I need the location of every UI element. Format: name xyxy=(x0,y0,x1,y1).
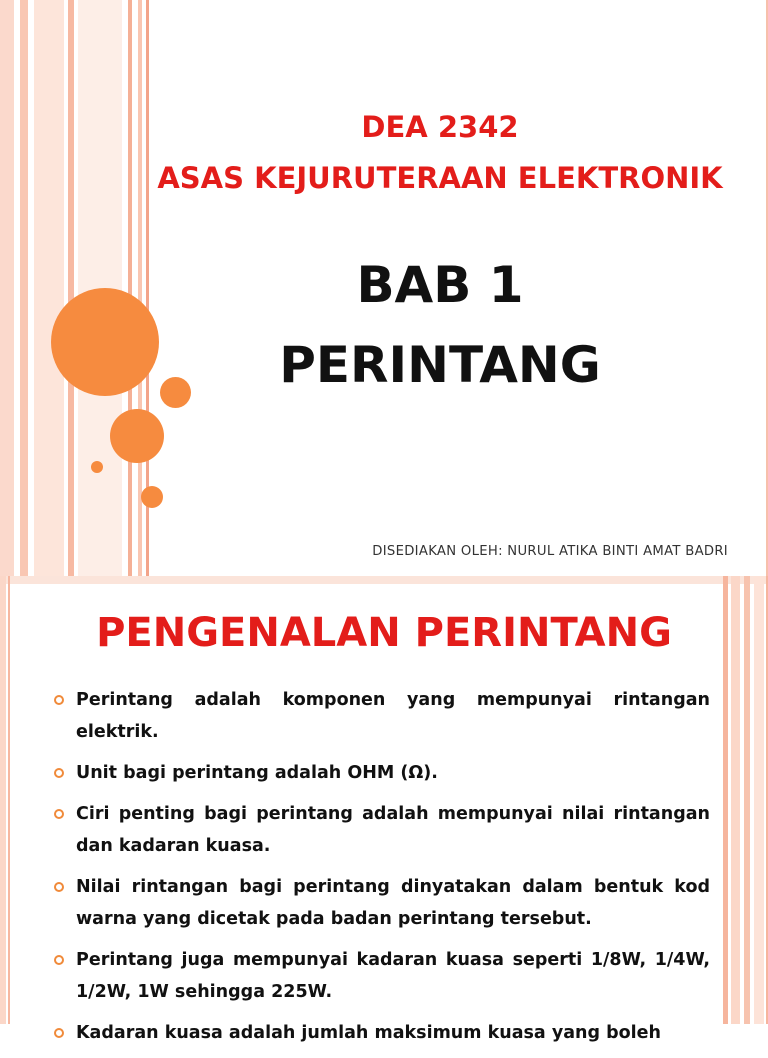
decor-stripe xyxy=(0,576,6,1024)
decor-stripe xyxy=(128,0,132,576)
decor-stripe xyxy=(754,576,764,1024)
circle-bullet-icon xyxy=(54,809,64,819)
list-item: Nilai rintangan bagi perintang dinyatakan dalam bentuk kod warna yang dicetak pada badan perintang tersebut. xyxy=(52,871,710,935)
decor-stripe xyxy=(138,0,142,576)
circle-bullet-icon xyxy=(54,695,64,705)
circle-bullet-icon xyxy=(54,768,64,778)
decor-circle-large xyxy=(51,288,159,396)
decor-stripe xyxy=(34,0,64,576)
decor-stripe xyxy=(744,576,750,1024)
course-title: ASAS KEJURUTERAAN ELEKTRONIK xyxy=(157,161,723,195)
list-item: Ciri penting bagi perintang adalah mempunyai nilai rintangan dan kadaran kuasa. xyxy=(52,798,710,862)
decor-top-band xyxy=(0,576,768,584)
decor-circle-small xyxy=(141,486,163,508)
content-slide xyxy=(0,576,768,1043)
list-item: Perintang juga mempunyai kadaran kuasa seperti 1/8W, 1/4W, 1/2W, 1W sehingga 225W. xyxy=(52,944,710,1008)
circle-bullet-icon xyxy=(54,955,64,965)
decor-circle-medium xyxy=(110,409,164,463)
slide-heading: PENGENALAN PERINTANG xyxy=(96,610,672,656)
decor-stripe xyxy=(20,0,28,576)
chapter-number: BAB 1 xyxy=(356,256,524,314)
course-code: DEA 2342 xyxy=(361,110,519,144)
list-item: Unit bagi perintang adalah OHM (Ω). xyxy=(52,757,710,789)
prepared-by: DISEDIAKAN OLEH: NURUL ATIKA BINTI AMAT BADRI xyxy=(372,544,728,559)
decor-stripe xyxy=(0,0,14,576)
bullet-list xyxy=(52,684,710,1058)
circle-bullet-icon xyxy=(54,1028,64,1038)
circle-bullet-icon xyxy=(54,882,64,892)
decor-stripe xyxy=(8,576,10,1024)
decor-circle-tiny xyxy=(91,461,103,473)
decor-stripe xyxy=(68,0,74,576)
list-item: Perintang adalah komponen yang mempunyai rintangan elektrik. xyxy=(52,684,710,748)
list-item: Kadaran kuasa adalah jumlah maksimum kuasa yang boleh xyxy=(52,1017,710,1049)
chapter-title: PERINTANG xyxy=(279,336,601,394)
